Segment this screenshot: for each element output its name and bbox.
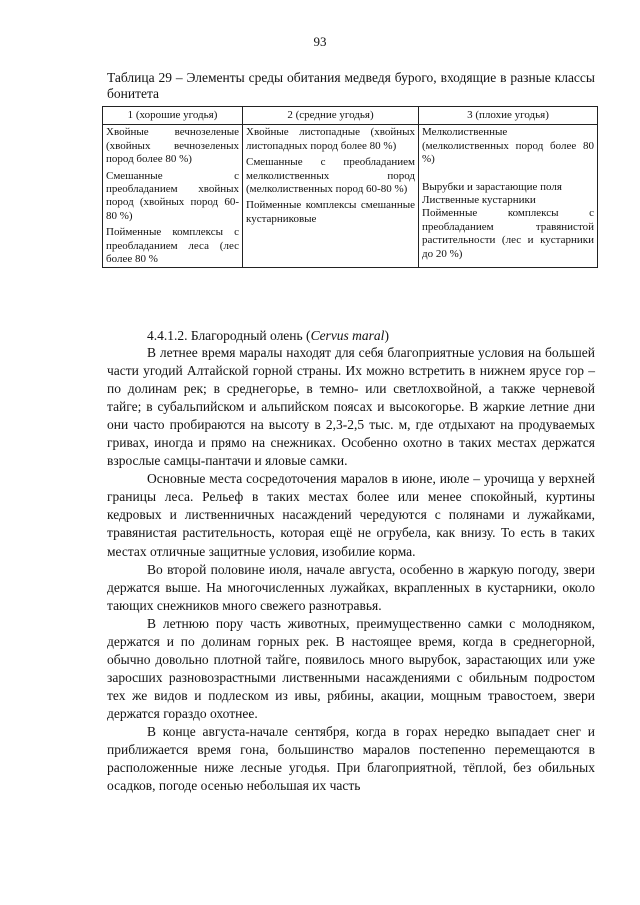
cell-entry: Вырубки и зарастающие поля (422, 180, 562, 193)
paragraph: Основные места сосредоточения маралов в июне, июле – урочища у верхней границы леса. Рельеф в таких местах более или менее спокойный, куртины кедровых и лиственничных насаждений чередуются с полянами и лужайками, травянистая растительность, которая ещё не огрубела, как внизу. То есть в таких местах отличные защитные условия, изобилие корма. (107, 471, 595, 559)
body-text (107, 344, 595, 795)
table-caption: Таблица 29 – Элементы среды обитания медведя бурого, входящие в разные классы бонитета (107, 70, 595, 101)
paragraph: Во второй половине июля, начале августа, особенно в жаркую погоду, звери держатся выше. На многочисленных лужайках, вкрапленных в кустарники, около тающих снежников много свежего разнотравья. (107, 561, 595, 613)
section-heading-prefix: 4.4.1.2. Благородный олень ( (147, 328, 311, 343)
section-heading (147, 327, 389, 345)
header-class-1: 1 (хорошие угодья) (103, 107, 243, 125)
cell-entry: Мелколиственные (мелколиственных пород более 80 %) (422, 126, 594, 166)
cell-entry: Пойменные комплексы с преобладанием леса (лес более 80 % (106, 226, 239, 266)
paragraph: В летнее время маралы находят для себя благоприятные условия на большей части угодий Алтайской горной страны. Их можно встретить в нижнем ярусе гор – по долинам рек; в среднегорье, в темно- или светлохвойной, а также черневой тайге; в субальпийском и альпийском поясах и высокогорье. В жаркие летние дни они часто пробираются на высоту в 2,3-2,5 тыс. м, где отдыхают на продуваемых гривах, иногда и прямо на снежниках. Особенно охотно в таких местах держатся взрослые самцы-пантачи и яловые самки. (107, 345, 595, 469)
cell-class-3 (419, 125, 598, 268)
paragraph: В летнюю пору часть животных, преимущественно самки с молодняком, держатся и по долинам горных рек. В настоящее время, когда в среднегорной, обычно довольно плотной тайге, появилось много вырубок, зарастающих или уже заросших разновозрастными лиственными насаждениями с обильным подростом тех же видов и подлеском из ивы, рябины, акации, мощным травостоем, звери держатся гораздо охотнее. (107, 615, 595, 721)
table-header-row (103, 107, 598, 125)
cell-entry: Смешанные с преобладанием мелколиственных пород (мелколиственных пород 60-80 %) (246, 156, 415, 196)
header-class-2: 2 (средние угодья) (243, 107, 419, 125)
cell-class-1 (103, 125, 243, 268)
cell-entry: Хвойные листопадные (хвойных листопадных пород более 80 %) (246, 126, 415, 152)
cell-entry: Хвойные вечнозеленые (хвойных вечнозеленых пород более 80 %) (106, 126, 239, 166)
section-heading-latin: Cervus maral (310, 328, 385, 343)
table-row (103, 125, 598, 268)
bonitet-table (102, 106, 598, 268)
page-number: 93 (313, 34, 327, 49)
header-class-3: 3 (плохие угодья) (419, 107, 598, 125)
cell-entry: Пойменные комплексы смешанные кустарниковые (246, 199, 415, 225)
cell-entry: Пойменные комплексы с преобладанием травянистой растительности (лес и кустарники до 20 %) (422, 207, 594, 260)
cell-entry: Смешанные с преобладанием хвойных пород (хвойных пород 60-80 %) (106, 169, 239, 222)
section-heading-suffix: ) (384, 328, 389, 343)
cell-entry: Лиственные кустарники (422, 194, 536, 207)
cell-class-2 (243, 125, 419, 268)
paragraph: В конце августа-начале сентября, когда в горах нередко выпадает снег и приближается время гона, большинство маралов постепенно перемещаются в расположенные ниже лесные угодья. При благоприятной, тёплой, без обильных осадков, погоде осенью небольшая их часть (107, 723, 595, 794)
